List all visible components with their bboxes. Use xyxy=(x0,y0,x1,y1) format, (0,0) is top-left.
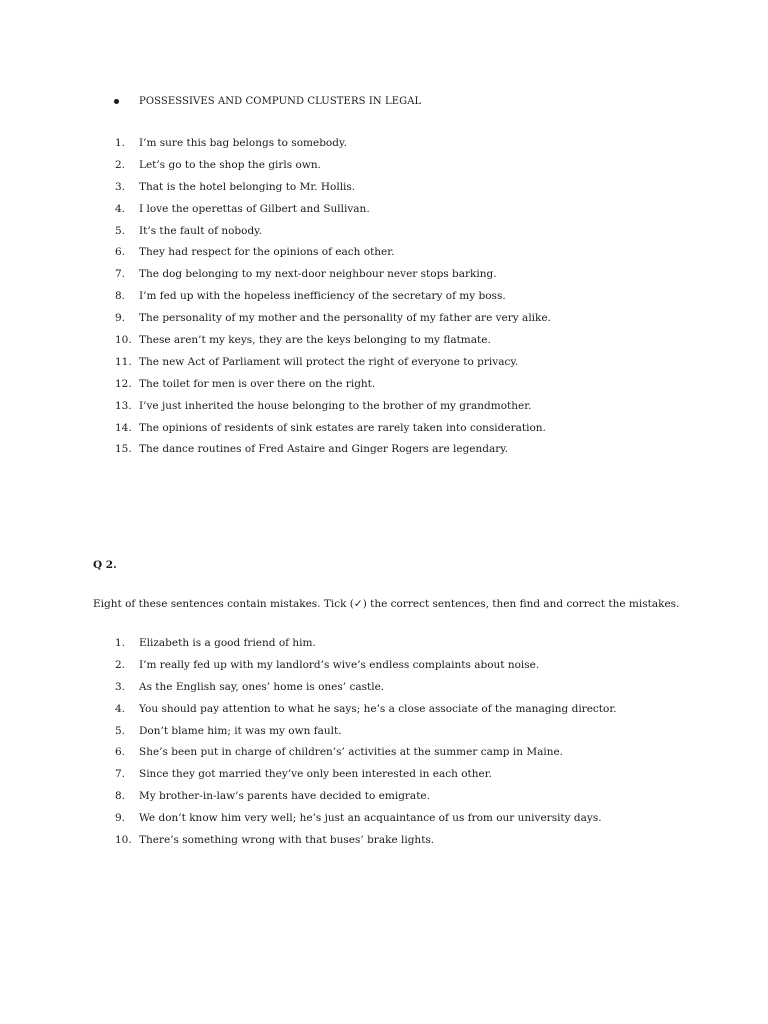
list-item-number: 15. xyxy=(115,443,132,456)
list-item-number: 1. xyxy=(115,637,126,649)
list-item-text: She’s been put in charge of children’s’ activities at the summer camp in Maine. xyxy=(139,746,564,759)
list-item-text: The dog belonging to my next-door neighbour never stops barking. xyxy=(139,268,497,281)
list-item-text: Elizabeth is a good friend of him. xyxy=(139,637,316,649)
list-item-text: The opinions of residents of sink estates are rarely taken into consideration. xyxy=(139,421,546,434)
list-item-text: They had respect for the opinions of each other. xyxy=(139,246,395,259)
list-item-number: 12. xyxy=(115,377,132,390)
list-item-number: 2. xyxy=(115,658,126,671)
question-label: Q 2. xyxy=(93,559,117,571)
list-item-number: 8. xyxy=(115,290,126,303)
list-item-number: 13. xyxy=(115,399,132,412)
list-item-text: I love the operettas of Gilbert and Sullivan. xyxy=(139,202,370,215)
list-item-number: 9. xyxy=(115,312,126,325)
list-item-text: Don’t blame him; it was my own fault. xyxy=(139,724,342,737)
list-item-number: 5. xyxy=(115,724,126,737)
list-item-text: As the English say, ones’ home is ones’ castle. xyxy=(139,680,385,693)
list-item-number: 7. xyxy=(115,268,126,281)
list-item-number: 14. xyxy=(115,421,132,434)
list-item-number: 9. xyxy=(115,812,126,825)
list-item-text: You should pay attention to what he says; he’s a close associate of the managing director. xyxy=(139,702,617,715)
list-item-number: 1. xyxy=(115,137,126,149)
list-item-number: 8. xyxy=(115,790,126,803)
list-item-text: It’s the fault of nobody. xyxy=(139,224,263,237)
list-item-text: I’m fed up with the hopeless inefficiency of the secretary of my boss. xyxy=(139,290,506,303)
list-item-text: Since they got married they’ve only been interested in each other. xyxy=(139,768,492,781)
list-item-number: 3. xyxy=(115,680,126,693)
list-item-text: I’m really fed up with my landlord’s wive’s endless complaints about noise. xyxy=(139,658,540,671)
list-item-number: 4. xyxy=(115,702,126,715)
list-item-text: I’m sure this bag belongs to somebody. xyxy=(139,137,347,149)
list-item-number: 4. xyxy=(115,202,126,215)
list-item-number: 7. xyxy=(115,768,126,781)
list-item-number: 10. xyxy=(115,334,132,347)
list-item-text: The dance routines of Fred Astaire and Ginger Rogers are legendary. xyxy=(139,443,509,456)
list-item-text: Let’s go to the shop the girls own. xyxy=(139,158,321,171)
section-heading-text: POSSESSIVES AND COMPUND CLUSTERS IN LEGAL xyxy=(139,96,422,107)
list-item-number: 3. xyxy=(115,180,126,193)
list-item-text: My brother-in-law’s parents have decided to emigrate. xyxy=(139,790,430,803)
list-item-text: These aren’t my keys, they are the keys belonging to my flatmate. xyxy=(139,334,491,347)
list-item-number: 5. xyxy=(115,224,126,237)
list-item-number: 2. xyxy=(115,158,126,171)
list-item-text: The toilet for men is over there on the right. xyxy=(139,377,376,390)
list-item-text: We don’t know him very well; he’s just an acquaintance of us from our university days. xyxy=(139,812,602,825)
list-item-number: 6. xyxy=(115,746,126,759)
list-item-number: 11. xyxy=(115,355,132,368)
list-item-text: That is the hotel belonging to Mr. Hollis. xyxy=(139,180,356,193)
list-item-text: The new Act of Parliament will protect the right of everyone to privacy. xyxy=(139,355,519,368)
question-instruction: Eight of these sentences contain mistakes. Tick (✓) the correct sentences, then find and correct the mistakes. xyxy=(93,598,680,610)
list-item-number: 10. xyxy=(115,834,132,847)
list-item-text: The personality of my mother and the personality of my father are very alike. xyxy=(139,312,551,325)
list-item-number: 6. xyxy=(115,246,126,259)
list-item-text: There’s something wrong with that buses’ brake lights. xyxy=(139,834,435,847)
bullet-icon xyxy=(114,99,119,104)
section-heading xyxy=(114,96,421,107)
list-item-text: I’ve just inherited the house belonging to the brother of my grandmother. xyxy=(139,399,532,412)
